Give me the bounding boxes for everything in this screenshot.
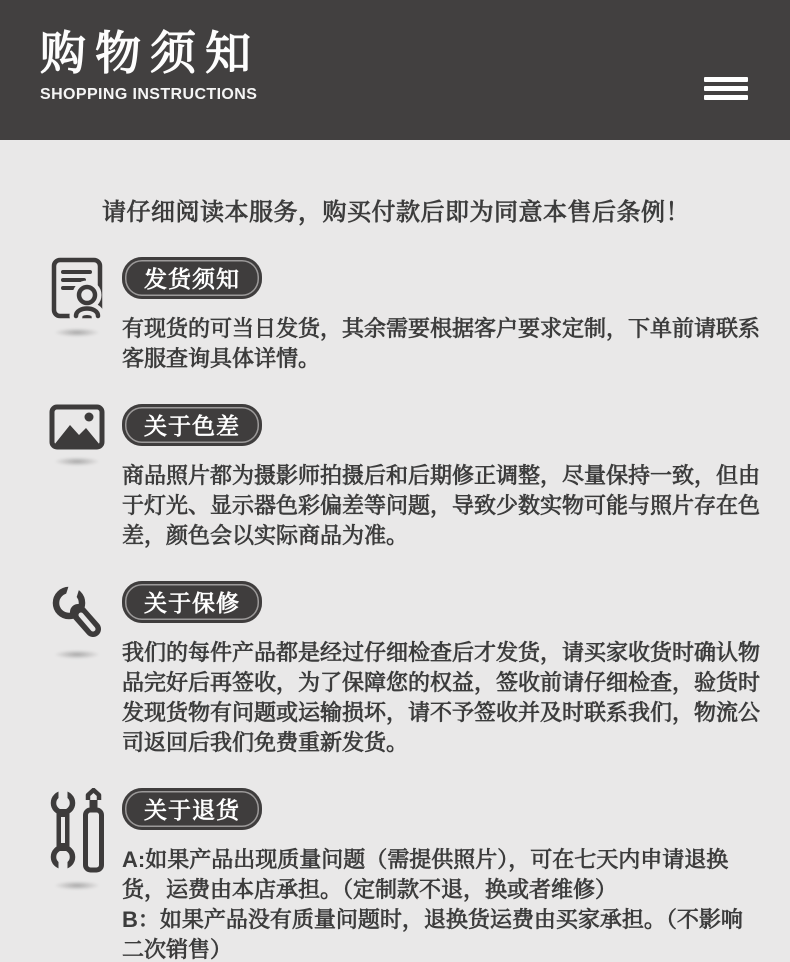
section-icon-column bbox=[46, 404, 108, 466]
badge-shipping-notice: 发货须知 bbox=[122, 257, 262, 299]
icon-shadow bbox=[54, 650, 100, 659]
section-content bbox=[122, 788, 762, 962]
warranty-paragraph: 我们的每件产品都是经过仔细检查后才发货，请买家收货时确认物品完好后再签收，为了保障您的权益，签收前请仔细检查，验货时发现货物有问题或运输损坏，请不予签收并及时联系我们，物流公司返回后我们免费重新发货。 bbox=[122, 640, 761, 755]
section-icon-column bbox=[46, 581, 108, 659]
section-shipping-notice bbox=[46, 257, 761, 374]
section-content bbox=[122, 404, 762, 551]
section-returns bbox=[46, 788, 746, 962]
id-card-icon bbox=[51, 257, 103, 321]
menu-line bbox=[704, 86, 748, 91]
menu-line bbox=[704, 95, 748, 100]
menu-line bbox=[704, 77, 748, 82]
page-title: 购物须知 bbox=[40, 27, 260, 79]
badge-color-difference: 关于色差 bbox=[122, 404, 262, 446]
section-icon-column bbox=[46, 788, 108, 890]
section-content bbox=[122, 257, 762, 374]
section-icon-column bbox=[46, 257, 108, 337]
section-color-difference bbox=[46, 404, 761, 551]
shipping-paragraph: 有现货的可当日发货，其余需要根据客户要求定制，下单前请联系客服查询具体详情。 bbox=[122, 316, 761, 371]
menu-lines-icon bbox=[704, 77, 748, 100]
wrench-icon bbox=[49, 581, 105, 643]
icon-shadow bbox=[54, 328, 100, 337]
tools-icon bbox=[47, 788, 107, 874]
page-subtitle: SHOPPING INSTRUCTIONS bbox=[40, 85, 258, 103]
photo-icon bbox=[49, 404, 105, 450]
section-warranty bbox=[46, 581, 761, 758]
instructions-body bbox=[0, 140, 790, 962]
icon-shadow bbox=[54, 881, 100, 890]
section-content bbox=[122, 581, 762, 758]
badge-warranty: 关于保修 bbox=[122, 581, 262, 623]
returns-paragraph-b: B：如果产品没有质量问题时，退换货运费由买家承担。（不影响二次销售） bbox=[122, 907, 743, 962]
color-difference-paragraph: 商品照片都为摄影师拍摄后和后期修正调整，尽量保持一致，但由于灯光、显示器色彩偏差等问题，导致少数实物可能与照片存在色差，颜色会以实际商品为准。 bbox=[122, 463, 761, 548]
header-banner bbox=[0, 0, 790, 140]
icon-shadow bbox=[54, 457, 100, 466]
badge-returns: 关于退货 bbox=[122, 788, 262, 830]
notice-heading: 请仔细阅读本服务，购买付款后即为同意本售后条例！ bbox=[102, 199, 690, 226]
returns-paragraph-a: A:如果产品出现质量问题（需提供照片），可在七天内申请退换货，运费由本店承担。（定制款不退，换或者维修） bbox=[122, 847, 729, 902]
